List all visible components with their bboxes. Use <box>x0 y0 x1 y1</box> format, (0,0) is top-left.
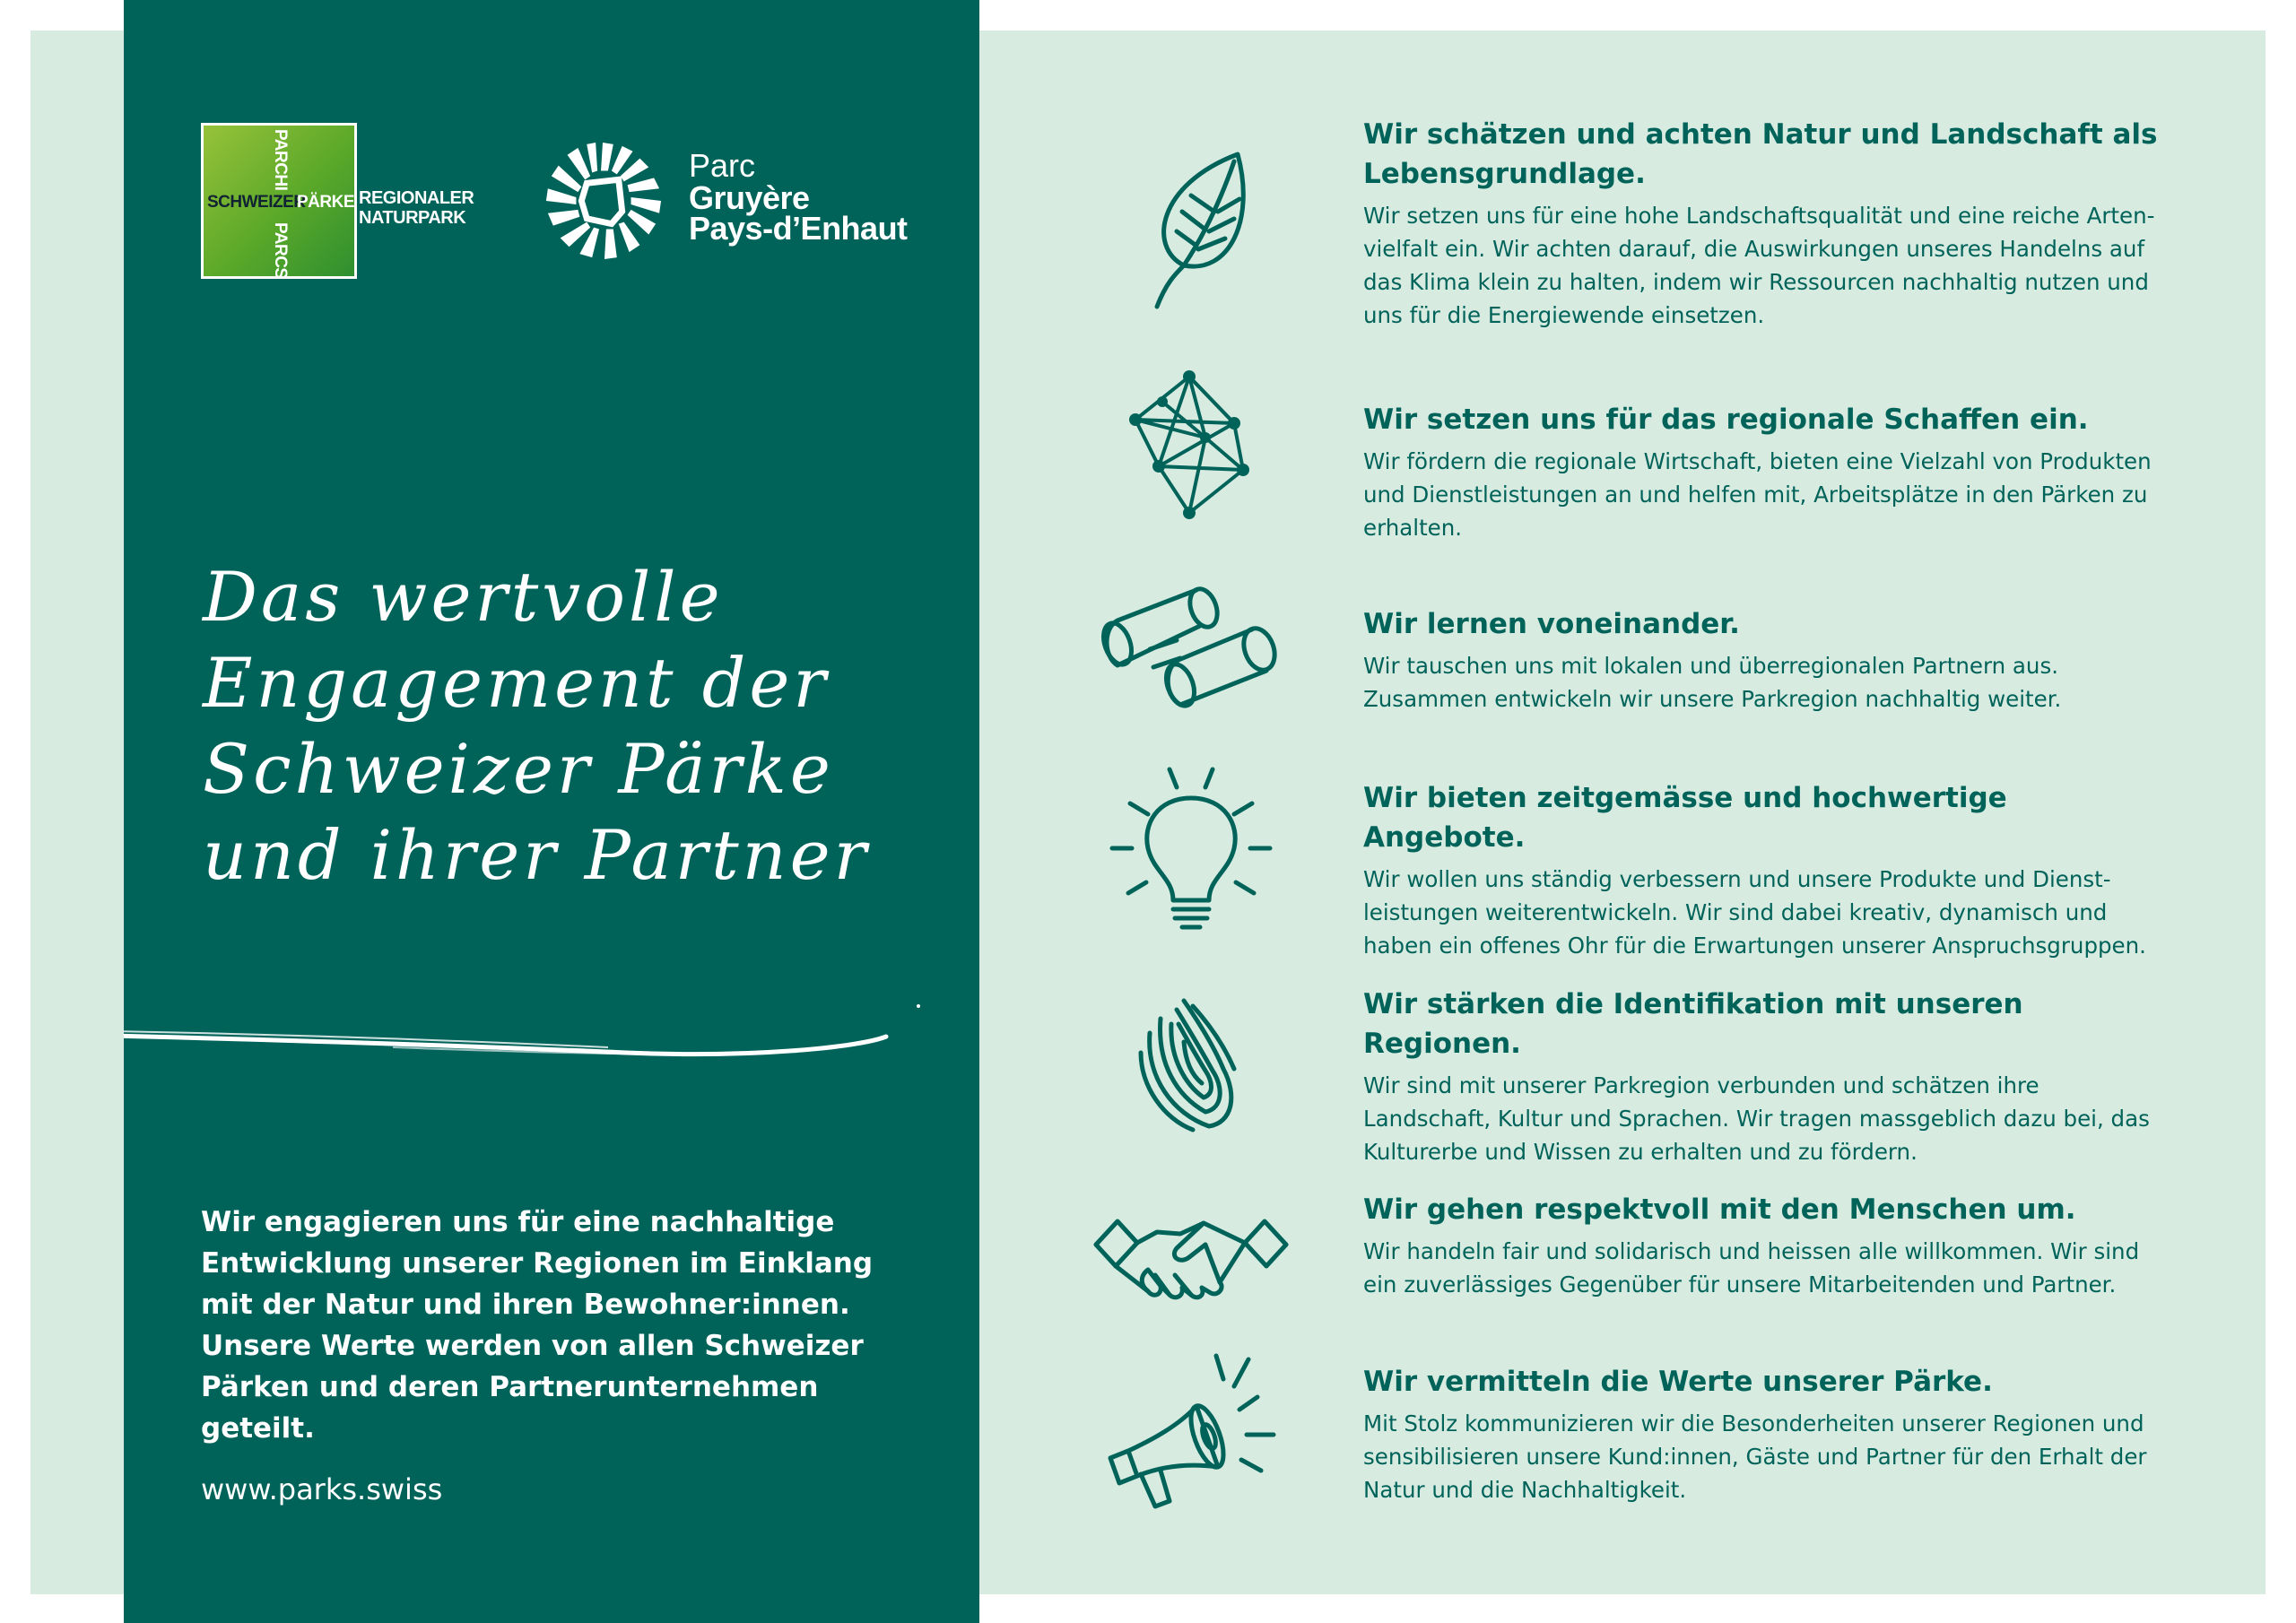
title-line-2: Engagement der <box>203 643 830 723</box>
gruyere-line2: Pays-d’Enhaut <box>689 210 908 247</box>
value-heading: Wir setzen uns für das regionale Schaffen ein. <box>1363 404 2089 436</box>
title-line-4: und ihrer Partner <box>203 815 870 895</box>
value-heading: Wir gehen respektvoll mit den Menschen um. <box>1363 1193 2076 1226</box>
value-text: Wir tauschen uns mit lokalen und überregionalen Partnern aus. Zusammen entwickeln wir unsere Parkregion nachhaltig weiter. <box>1363 653 2062 712</box>
value-text: Wir setzen uns für eine hohe Landschaftsqualität und eine reiche Arten-vielfalt ein. Wir achten darauf, die Auswirkungen unseres Handelns auf das Klima klein zu halten, indem wir Ressourcen nachhaltig nutzen und uns für die Energiewende einsetzen. <box>1363 203 2155 328</box>
schweizer-parke-logo <box>201 123 357 279</box>
value-item <box>1363 115 2170 332</box>
binoculars-icon <box>1100 585 1284 717</box>
left-panel <box>124 0 979 1623</box>
leaf-icon <box>1139 149 1250 312</box>
gruyere-logo-text <box>689 147 908 247</box>
handshake-icon <box>1094 1193 1288 1313</box>
lightbulb-icon <box>1110 766 1272 933</box>
gruyere-line1: Gruyère <box>689 179 810 216</box>
fingerprint-icon <box>1137 997 1239 1132</box>
title-line-1: Das wertvolle <box>203 557 724 637</box>
logo-text-parchi: PARCHI <box>271 129 290 191</box>
value-item <box>1363 778 2170 962</box>
value-heading: Wir bieten zeitgemässe und hochwertige Angebote. <box>1363 782 2007 854</box>
logo-regional-naturpark <box>359 188 474 228</box>
megaphone-icon <box>1098 1354 1283 1517</box>
value-heading: Wir stärken die Identifikation mit unseren Regionen. <box>1363 988 2023 1060</box>
network-icon <box>1126 371 1257 518</box>
gruyere-parc: Parc <box>689 147 756 184</box>
value-text: Wir sind mit unserer Parkregion verbunden und schätzen ihre Landschaft, Kultur und Sprachen. Wir tragen massgeblich dazu bei, das Kulturerbe und Wissen zu erhalten und zu fördern. <box>1363 1072 2150 1165</box>
value-heading: Wir vermitteln die Werte unserer Pärke. <box>1363 1366 1993 1398</box>
title-line-3: Schweizer Pärke <box>203 729 834 809</box>
value-item <box>1363 1190 2170 1301</box>
value-text: Wir wollen uns ständig verbessern und unsere Produkte und Dienst-leistungen weiterentwickeln. Wir sind dabei kreativ, dynamisch und haben ein offenes Ohr für die Erwartungen unserer Anspruchsgruppen. <box>1363 866 2146 959</box>
logo-text-parke: PÄRKE <box>297 193 355 212</box>
value-item <box>1363 985 2170 1168</box>
gruyere-emblem-icon <box>541 139 665 263</box>
website-url: www.parks.swiss <box>201 1472 443 1506</box>
value-item <box>1363 1362 2170 1506</box>
brush-stroke <box>124 994 979 1074</box>
logo-text-naturpark: NATURPARK <box>359 208 466 228</box>
value-text: Mit Stolz kommunizieren wir die Besonderheiten unserer Regionen und sensibilisieren unsere Kund:innen, Gäste und Partner für den Erhalt der Natur und die Nachhaltigkeit. <box>1363 1410 2147 1503</box>
intro-paragraph: Wir engagieren uns für eine nachhaltige Entwicklung unserer Regionen im Einklang mit der Natur und ihren Bewohner:innen. Unsere Werte werden von allen Schweizer Pärken und deren Partnerunternehmen geteilt. <box>201 1206 874 1445</box>
value-text: Wir handeln fair und solidarisch und heissen alle willkommen. Wir sind ein zuverlässiges Gegenüber für unsere Mitarbeitenden und Partner. <box>1363 1238 2140 1298</box>
value-item <box>1363 604 2170 716</box>
logo-text-schweizer: SCHWEIZER <box>207 193 306 212</box>
value-heading: Wir schätzen und achten Natur und Landschaft als Lebensgrundlage. <box>1363 118 2158 190</box>
value-heading: Wir lernen voneinander. <box>1363 608 1740 640</box>
handwritten-title <box>203 554 938 898</box>
logo-text-regional: REGIONALER <box>359 188 474 208</box>
value-item <box>1363 400 2170 544</box>
logo-text-parcs: PARCS <box>271 222 290 279</box>
value-text: Wir fördern die regionale Wirtschaft, bieten eine Vielzahl von Produkten und Dienstleistungen an und helfen mit, Arbeitsplätze in den Pärken zu erhalten. <box>1363 448 2152 541</box>
